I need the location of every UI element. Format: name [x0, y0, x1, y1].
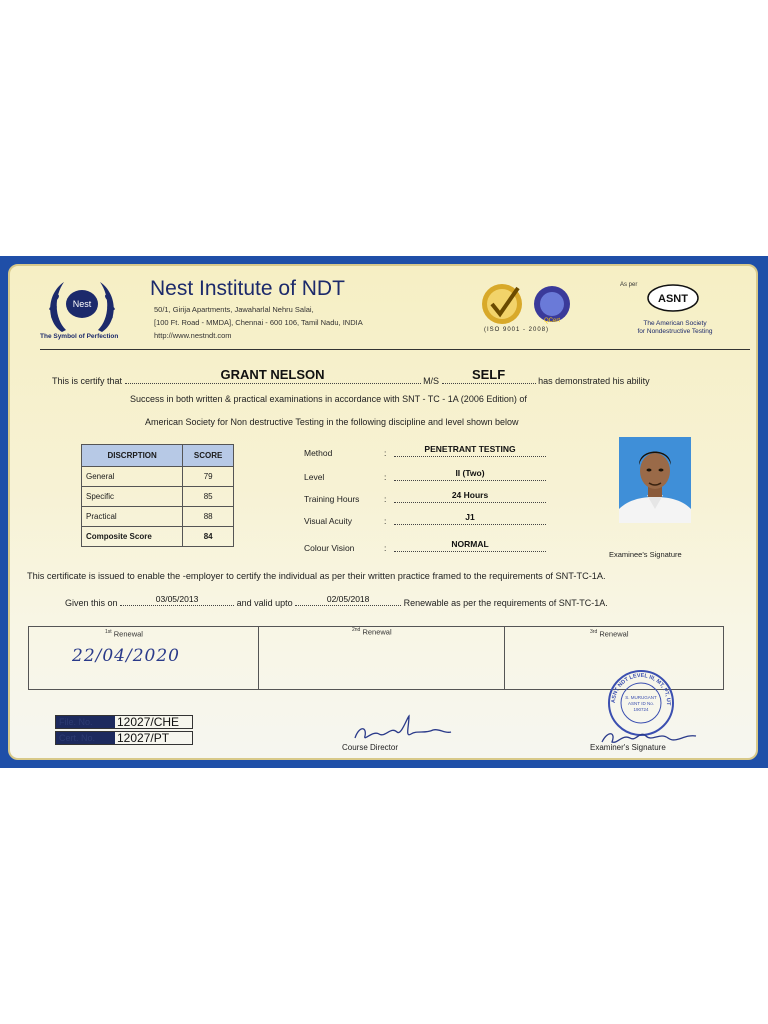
svg-text:Nest: Nest [72, 299, 92, 309]
score-header-description: DISCRPTION [82, 445, 183, 467]
score-table [81, 444, 234, 547]
validity-line: Given this on 03/05/2013 and valid upto 02/05/2018 Renewable as per the requirements of SNT-TC-1A. [65, 594, 608, 608]
candidate-name: GRANT NELSON [220, 367, 325, 382]
valid-date: 02/05/2018 [326, 594, 370, 604]
asnt-full-name: The American Society for Nondestructive Testing [637, 320, 713, 335]
given-date: 03/05/2013 [155, 594, 199, 604]
level-value: II (Two) [394, 468, 546, 481]
visual-acuity-label: Visual Acuity [304, 516, 353, 526]
society-line: American Society for Non destructive Testing in the following discipline and level shown below [145, 417, 519, 427]
training-hours-value: 24 Hours [394, 490, 546, 503]
third-renewal-label: $^{3rd}$ Renewal [590, 629, 629, 639]
address-line-1: 50/1, Girija Apartments, Jawaharlal Nehru Salai, [154, 305, 314, 314]
purpose-line: This certificate is issued to enable the -employer to certify the individual as per their written practice framed to the requirements of SNT-TC-1A. [27, 571, 606, 581]
second-renewal-label: $^{2nd}$ Renewal [352, 627, 392, 637]
score-header-score: SCORE [183, 445, 234, 467]
file-number: File. No. 12027/CHE [55, 715, 193, 729]
institute-tagline: The Symbol of Perfection [40, 333, 119, 340]
company-name: SELF [471, 367, 506, 382]
svg-text:S. MURUGANT: S. MURUGANT [625, 695, 657, 700]
first-renewal-date: 22/04/2020 [72, 646, 180, 666]
institute-name: Nest Institute of NDT [150, 277, 345, 300]
course-director-label: Course Director [342, 743, 399, 752]
cert-number: Cert. No. 12027/PT [55, 731, 193, 745]
colour-vision-value: NORMAL [394, 539, 546, 552]
examinee-photo [619, 437, 691, 523]
asnt-logo-icon [646, 283, 700, 313]
asnt-prefix: As per [620, 282, 638, 288]
certify-line: This is certify that GRANT NELSON M/S SELF has demonstrated his ability [52, 367, 650, 386]
success-line: Success in both written & practical examinations in accordance with SNT - TC - 1A (2006 Edition) of [130, 394, 527, 404]
table-row: Composite Score 84 [82, 527, 234, 547]
svg-text:ASNT: ASNT [658, 293, 688, 305]
header-divider [40, 349, 750, 350]
institute-website[interactable]: http://www.nestndt.com [154, 331, 232, 340]
svg-text:QCert: QCert [544, 318, 561, 324]
course-director-signature-icon [345, 712, 455, 746]
first-renewal-label: $^{1st}$ Renewal [105, 629, 143, 639]
svg-text:ASNT NDT LEVEL III, MT, PT, UT: ASNT NDT LEVEL III, MT, PT, UT [610, 672, 672, 706]
svg-text:ASNT ID No.: ASNT ID No. [628, 701, 654, 706]
person-photo-icon [619, 437, 691, 523]
iso-seal-icon [478, 280, 574, 328]
iso-certification-text: (ISO 9001 - 2008) [484, 327, 550, 333]
training-hours-label: Training Hours [304, 494, 360, 504]
table-row: General 79 [82, 467, 234, 487]
examiner-signature-label: Examiner's Signature [590, 743, 666, 752]
visual-acuity-value: J1 [394, 512, 546, 525]
method-label: Method [304, 448, 333, 458]
level-label: Level [304, 472, 325, 482]
svg-text:190724: 190724 [633, 707, 649, 712]
method-value: PENETRANT TESTING [394, 444, 546, 457]
table-row: Specific 85 [82, 487, 234, 507]
examinee-signature-label: Examinee's Signature [609, 550, 682, 559]
address-line-2: [100 Ft. Road - MMDA], Chennai - 600 106, Tamil Nadu, INDIA [154, 318, 363, 327]
table-row: Practical 88 [82, 507, 234, 527]
colour-vision-label: Colour Vision [304, 543, 355, 553]
